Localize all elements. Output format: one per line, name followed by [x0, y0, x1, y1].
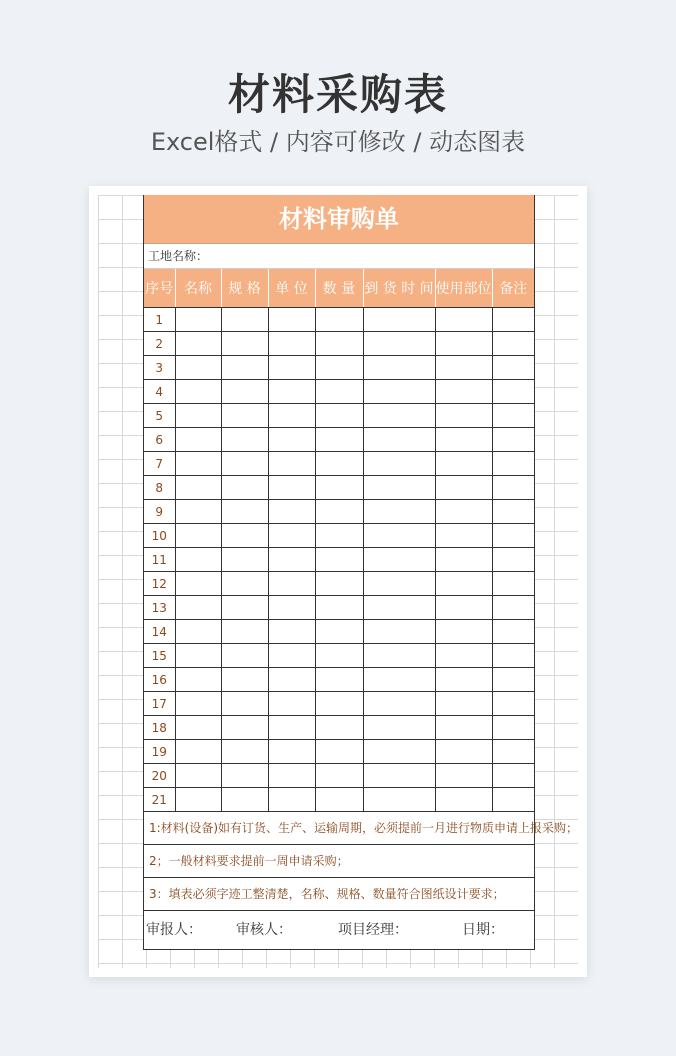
remarks-cell[interactable]: [492, 740, 534, 764]
unit-cell[interactable]: [268, 740, 315, 764]
spec-cell[interactable]: [221, 356, 268, 380]
column-header-index: 序号: [144, 269, 175, 308]
unit-cell[interactable]: [268, 332, 315, 356]
remarks-cell[interactable]: [492, 308, 534, 332]
project-manager-label[interactable]: 项目经理：: [338, 922, 408, 938]
form-title: 材料审购单: [144, 195, 534, 244]
reviewer-label[interactable]: 审核人：: [236, 922, 292, 938]
table-row: [144, 356, 534, 380]
page-subtitle: Excel格式 / 内容可修改 / 动态图表: [150, 128, 526, 156]
index-cell: 3: [144, 356, 175, 380]
quantity-cell[interactable]: [315, 644, 363, 668]
name-cell[interactable]: [175, 764, 221, 788]
table-row: [144, 452, 534, 476]
quantity-cell[interactable]: [315, 308, 363, 332]
arrival-time-cell[interactable]: [363, 428, 435, 452]
table-body: [144, 308, 534, 812]
usage-location-cell[interactable]: [435, 788, 492, 812]
table-row: [144, 572, 534, 596]
remarks-cell[interactable]: [492, 476, 534, 500]
spec-cell[interactable]: [221, 668, 268, 692]
quantity-cell[interactable]: [315, 788, 363, 812]
remarks-cell[interactable]: [492, 572, 534, 596]
unit-cell[interactable]: [268, 596, 315, 620]
arrival-time-cell[interactable]: [363, 452, 435, 476]
name-cell[interactable]: [175, 572, 221, 596]
usage-location-cell[interactable]: [435, 596, 492, 620]
name-cell[interactable]: [175, 308, 221, 332]
usage-location-cell[interactable]: [435, 740, 492, 764]
spec-cell[interactable]: [221, 476, 268, 500]
usage-location-cell[interactable]: [435, 524, 492, 548]
name-cell[interactable]: [175, 668, 221, 692]
table-row: [144, 764, 534, 788]
index-cell: 9: [144, 500, 175, 524]
quantity-cell[interactable]: [315, 572, 363, 596]
arrival-time-cell[interactable]: [363, 692, 435, 716]
usage-location-cell[interactable]: [435, 548, 492, 572]
spec-cell[interactable]: [221, 452, 268, 476]
quantity-cell[interactable]: [315, 740, 363, 764]
quantity-cell[interactable]: [315, 596, 363, 620]
arrival-time-cell[interactable]: [363, 788, 435, 812]
index-cell: 12: [144, 572, 175, 596]
table-row: [144, 596, 534, 620]
quantity-cell[interactable]: [315, 620, 363, 644]
name-cell[interactable]: [175, 404, 221, 428]
column-header-arrival-time: 到 货 时 间: [363, 269, 435, 308]
name-cell[interactable]: [175, 548, 221, 572]
remarks-cell[interactable]: [492, 596, 534, 620]
applicant-label[interactable]: 审报人：: [146, 922, 202, 938]
note-3: 3：填表必须字迹工整清楚，名称、规格、数量符合图纸设计要求；: [144, 878, 534, 911]
name-cell[interactable]: [175, 332, 221, 356]
index-cell: 8: [144, 476, 175, 500]
spec-cell[interactable]: [221, 332, 268, 356]
spec-cell[interactable]: [221, 548, 268, 572]
quantity-cell[interactable]: [315, 668, 363, 692]
remarks-cell[interactable]: [492, 668, 534, 692]
table-row: [144, 524, 534, 548]
table-row: [144, 788, 534, 812]
unit-cell[interactable]: [268, 404, 315, 428]
remarks-cell[interactable]: [492, 380, 534, 404]
index-cell: 14: [144, 620, 175, 644]
index-cell: 2: [144, 332, 175, 356]
table-row: [144, 332, 534, 356]
note-1: 1:材料(设备)如有订货、生产、运输周期，必须提前一月进行物质申请上报采购；: [144, 812, 534, 845]
usage-location-cell[interactable]: [435, 764, 492, 788]
quantity-cell[interactable]: [315, 380, 363, 404]
remarks-cell[interactable]: [492, 452, 534, 476]
index-cell: 1: [144, 308, 175, 332]
index-cell: 19: [144, 740, 175, 764]
remarks-cell[interactable]: [492, 764, 534, 788]
name-cell[interactable]: [175, 644, 221, 668]
table-row: [144, 740, 534, 764]
arrival-time-cell[interactable]: [363, 548, 435, 572]
arrival-time-cell[interactable]: [363, 740, 435, 764]
index-cell: 6: [144, 428, 175, 452]
spec-cell[interactable]: [221, 620, 268, 644]
unit-cell[interactable]: [268, 620, 315, 644]
quantity-cell[interactable]: [315, 692, 363, 716]
unit-cell[interactable]: [268, 428, 315, 452]
column-header-usage-location: 使用部位: [435, 269, 492, 308]
usage-location-cell[interactable]: [435, 452, 492, 476]
quantity-cell[interactable]: [315, 764, 363, 788]
usage-location-cell[interactable]: [435, 572, 492, 596]
site-name-field[interactable]: 工地名称：: [144, 244, 534, 269]
unit-cell[interactable]: [268, 356, 315, 380]
spec-cell[interactable]: [221, 644, 268, 668]
name-cell[interactable]: [175, 356, 221, 380]
usage-location-cell[interactable]: [435, 356, 492, 380]
index-cell: 11: [144, 548, 175, 572]
table-row: [144, 668, 534, 692]
arrival-time-cell[interactable]: [363, 764, 435, 788]
spec-cell[interactable]: [221, 692, 268, 716]
name-cell[interactable]: [175, 452, 221, 476]
quantity-cell[interactable]: [315, 452, 363, 476]
name-cell[interactable]: [175, 500, 221, 524]
index-cell: 17: [144, 692, 175, 716]
arrival-time-cell[interactable]: [363, 596, 435, 620]
table-row: [144, 548, 534, 572]
name-cell[interactable]: [175, 620, 221, 644]
unit-cell[interactable]: [268, 668, 315, 692]
items-table: [144, 269, 534, 812]
name-cell[interactable]: [175, 524, 221, 548]
spec-cell[interactable]: [221, 380, 268, 404]
table-row: [144, 476, 534, 500]
arrival-time-cell[interactable]: [363, 524, 435, 548]
index-cell: 18: [144, 716, 175, 740]
column-header-quantity: 数 量: [315, 269, 363, 308]
spec-cell[interactable]: [221, 428, 268, 452]
name-cell[interactable]: [175, 692, 221, 716]
quantity-cell[interactable]: [315, 356, 363, 380]
usage-location-cell[interactable]: [435, 332, 492, 356]
usage-location-cell[interactable]: [435, 716, 492, 740]
index-cell: 7: [144, 452, 175, 476]
name-cell[interactable]: [175, 740, 221, 764]
quantity-cell[interactable]: [315, 716, 363, 740]
index-cell: 10: [144, 524, 175, 548]
spec-cell[interactable]: [221, 596, 268, 620]
quantity-cell[interactable]: [315, 548, 363, 572]
arrival-time-cell[interactable]: [363, 356, 435, 380]
remarks-cell[interactable]: [492, 620, 534, 644]
name-cell[interactable]: [175, 428, 221, 452]
remarks-cell[interactable]: [492, 548, 534, 572]
table-row: [144, 620, 534, 644]
usage-location-cell[interactable]: [435, 692, 492, 716]
remarks-cell[interactable]: [492, 716, 534, 740]
quantity-cell[interactable]: [315, 524, 363, 548]
signature-row: [144, 911, 534, 950]
usage-location-cell[interactable]: [435, 668, 492, 692]
spec-cell[interactable]: [221, 524, 268, 548]
spec-cell[interactable]: [221, 572, 268, 596]
unit-cell[interactable]: [268, 380, 315, 404]
table-header-row: [144, 269, 534, 308]
name-cell[interactable]: [175, 476, 221, 500]
column-header-unit: 单 位: [268, 269, 315, 308]
index-cell: 21: [144, 788, 175, 812]
remarks-cell[interactable]: [492, 524, 534, 548]
spec-cell[interactable]: [221, 740, 268, 764]
page-title: 材料采购表: [227, 70, 448, 119]
usage-location-cell[interactable]: [435, 476, 492, 500]
unit-cell[interactable]: [268, 644, 315, 668]
spec-cell[interactable]: [221, 764, 268, 788]
arrival-time-cell[interactable]: [363, 644, 435, 668]
remarks-cell[interactable]: [492, 428, 534, 452]
remarks-cell[interactable]: [492, 404, 534, 428]
spec-cell[interactable]: [221, 500, 268, 524]
usage-location-cell[interactable]: [435, 380, 492, 404]
spec-cell[interactable]: [221, 788, 268, 812]
index-cell: 15: [144, 644, 175, 668]
remarks-cell[interactable]: [492, 644, 534, 668]
usage-location-cell[interactable]: [435, 620, 492, 644]
table-row: [144, 380, 534, 404]
name-cell[interactable]: [175, 380, 221, 404]
table-row: [144, 308, 534, 332]
column-header-spec: 规 格: [221, 269, 268, 308]
arrival-time-cell[interactable]: [363, 500, 435, 524]
usage-location-cell[interactable]: [435, 404, 492, 428]
table-row: [144, 692, 534, 716]
index-cell: 20: [144, 764, 175, 788]
usage-location-cell[interactable]: [435, 644, 492, 668]
remarks-cell[interactable]: [492, 332, 534, 356]
note-2: 2；一般材料要求提前一周申请采购；: [144, 845, 534, 878]
index-cell: 5: [144, 404, 175, 428]
table-row: [144, 644, 534, 668]
quantity-cell[interactable]: [315, 404, 363, 428]
unit-cell[interactable]: [268, 308, 315, 332]
arrival-time-cell[interactable]: [363, 332, 435, 356]
quantity-cell[interactable]: [315, 500, 363, 524]
name-cell[interactable]: [175, 596, 221, 620]
table-row: [144, 716, 534, 740]
arrival-time-cell[interactable]: [363, 668, 435, 692]
quantity-cell[interactable]: [315, 428, 363, 452]
index-cell: 4: [144, 380, 175, 404]
spec-cell[interactable]: [221, 404, 268, 428]
unit-cell[interactable]: [268, 476, 315, 500]
spec-cell[interactable]: [221, 716, 268, 740]
unit-cell[interactable]: [268, 572, 315, 596]
arrival-time-cell[interactable]: [363, 716, 435, 740]
index-cell: 13: [144, 596, 175, 620]
unit-cell[interactable]: [268, 788, 315, 812]
table-row: [144, 428, 534, 452]
name-cell[interactable]: [175, 716, 221, 740]
arrival-time-cell[interactable]: [363, 404, 435, 428]
unit-cell[interactable]: [268, 500, 315, 524]
arrival-time-cell[interactable]: [363, 380, 435, 404]
usage-location-cell[interactable]: [435, 500, 492, 524]
name-cell[interactable]: [175, 788, 221, 812]
quantity-cell[interactable]: [315, 476, 363, 500]
unit-cell[interactable]: [268, 764, 315, 788]
arrival-time-cell[interactable]: [363, 476, 435, 500]
unit-cell[interactable]: [268, 548, 315, 572]
unit-cell[interactable]: [268, 716, 315, 740]
arrival-time-cell[interactable]: [363, 308, 435, 332]
table-row: [144, 500, 534, 524]
table-row: [144, 404, 534, 428]
index-cell: 16: [144, 668, 175, 692]
remarks-cell[interactable]: [492, 692, 534, 716]
date-label[interactable]: 日期：: [462, 922, 504, 938]
usage-location-cell[interactable]: [435, 428, 492, 452]
arrival-time-cell[interactable]: [363, 572, 435, 596]
spec-cell[interactable]: [221, 308, 268, 332]
column-header-name: 名称: [175, 269, 221, 308]
unit-cell[interactable]: [268, 524, 315, 548]
usage-location-cell[interactable]: [435, 308, 492, 332]
unit-cell[interactable]: [268, 692, 315, 716]
remarks-cell[interactable]: [492, 356, 534, 380]
unit-cell[interactable]: [268, 452, 315, 476]
purchase-form: [143, 195, 579, 950]
remarks-cell[interactable]: [492, 500, 534, 524]
column-header-remarks: 备注: [492, 269, 534, 308]
remarks-cell[interactable]: [492, 788, 534, 812]
arrival-time-cell[interactable]: [363, 620, 435, 644]
quantity-cell[interactable]: [315, 332, 363, 356]
